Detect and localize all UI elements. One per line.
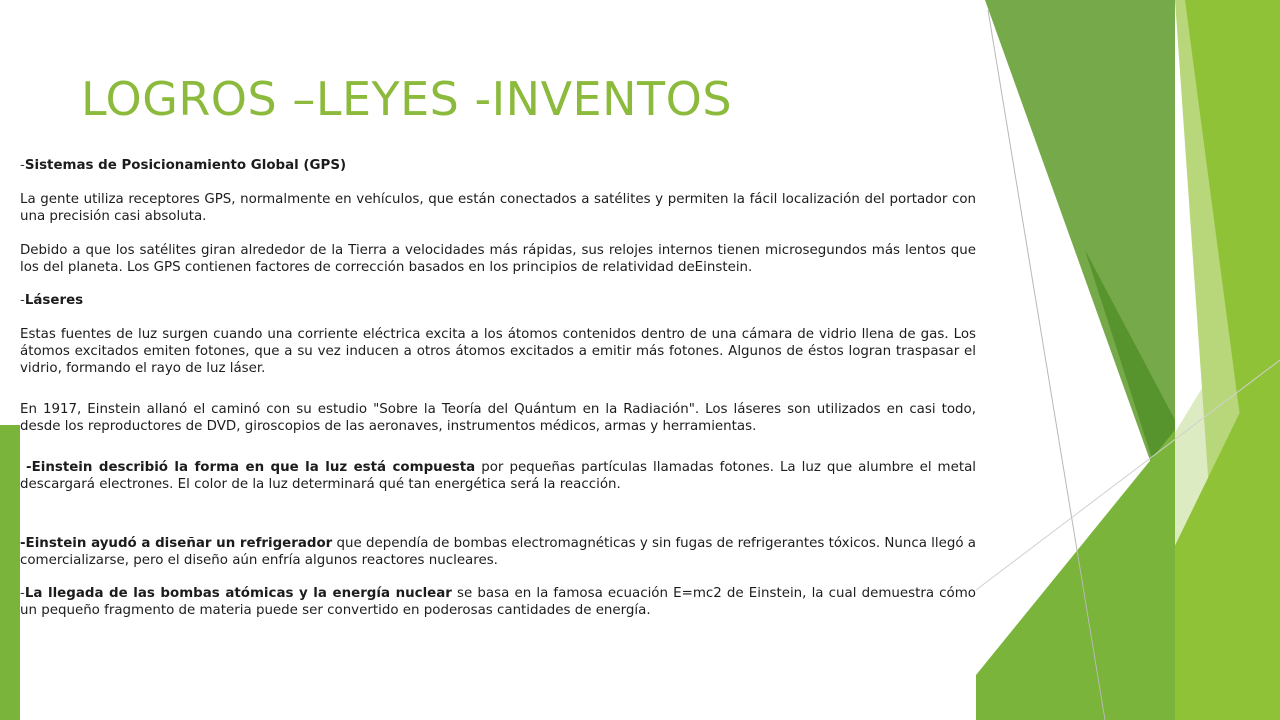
bullet-dash: - <box>20 293 25 308</box>
light-bold: -Einstein describió la forma en que la luz está compuesta <box>26 460 476 475</box>
fridge-paragraph <box>20 535 976 569</box>
light-paragraph <box>20 459 976 493</box>
fridge-text: que dependía de bombas electromagnéticas y sin fugas de refrigerantes tóxicos. Nunca llegó a comercializarse, pero el diseño aún enfría algunos reactores nucleares. <box>20 536 976 568</box>
bombs-paragraph <box>20 585 976 619</box>
slide-title: LOGROS –LEYES -INVENTOS <box>81 72 733 126</box>
deco-bottom-triangle <box>976 430 1175 720</box>
laser-heading-line <box>20 292 976 309</box>
gps-paragraph-2: Debido a que los satélites giran alrededor de la Tierra a velocidades más rápidas, sus relojes internos tienen microsegundos más lentos que los del planeta. Los GPS contienen factores de corrección basados en los principios de relatividad deEinstein. <box>20 243 976 275</box>
fridge-bold: -Einstein ayudó a diseñar un refrigerador <box>20 536 333 551</box>
bullet-dash: - <box>20 586 25 601</box>
gps-heading: Sistemas de Posicionamiento Global (GPS) <box>24 158 347 173</box>
laser-paragraph-2: En 1917, Einstein allanó el caminó con su estudio "Sobre la Teoría del Quántum en la Radiación". Los láseres son utilizados en casi todo, desde los reproductores de DVD, giroscopios de las aeronaves, instrumentos médicos, armas y herramientas. <box>20 402 976 434</box>
gps-heading-line <box>20 157 976 174</box>
deco-olive-wedge <box>985 0 1175 530</box>
bombs-text: se basa en la famosa ecuación E=mc2 de Einstein, la cual demuestra cómo un pequeño fragmento de materia puede ser convertido en poderosas cantidades de energía. <box>20 586 976 618</box>
gps-paragraph-1: La gente utiliza receptores GPS, normalmente en vehículos, que están conectados a satélites y permiten la fácil localización del portador con una precisión casi absoluta. <box>20 192 976 224</box>
bullet-dash: - <box>20 158 25 173</box>
left-accent-bar <box>0 425 20 720</box>
laser-heading: Láseres <box>24 293 84 308</box>
light-text: por pequeñas partículas llamadas fotones. La luz que alumbre el metal descargará electrones. El color de la luz determinará qué tan energética será la reacción. <box>20 460 977 492</box>
bombs-bold: La llegada de las bombas atómicas y la energía nuclear <box>24 586 452 601</box>
slide-body <box>20 157 976 619</box>
laser-paragraph-1: Estas fuentes de luz surgen cuando una corriente eléctrica excita a los átomos contenidos dentro de una cámara de vidrio llena de gas. Los átomos excitados emiten fotones, que a su vez inducen a otros átomos excitados a emitir más fotones. Algunos de éstos logran traspasar el vidrio, formando el rayo de luz láser. <box>20 327 976 376</box>
